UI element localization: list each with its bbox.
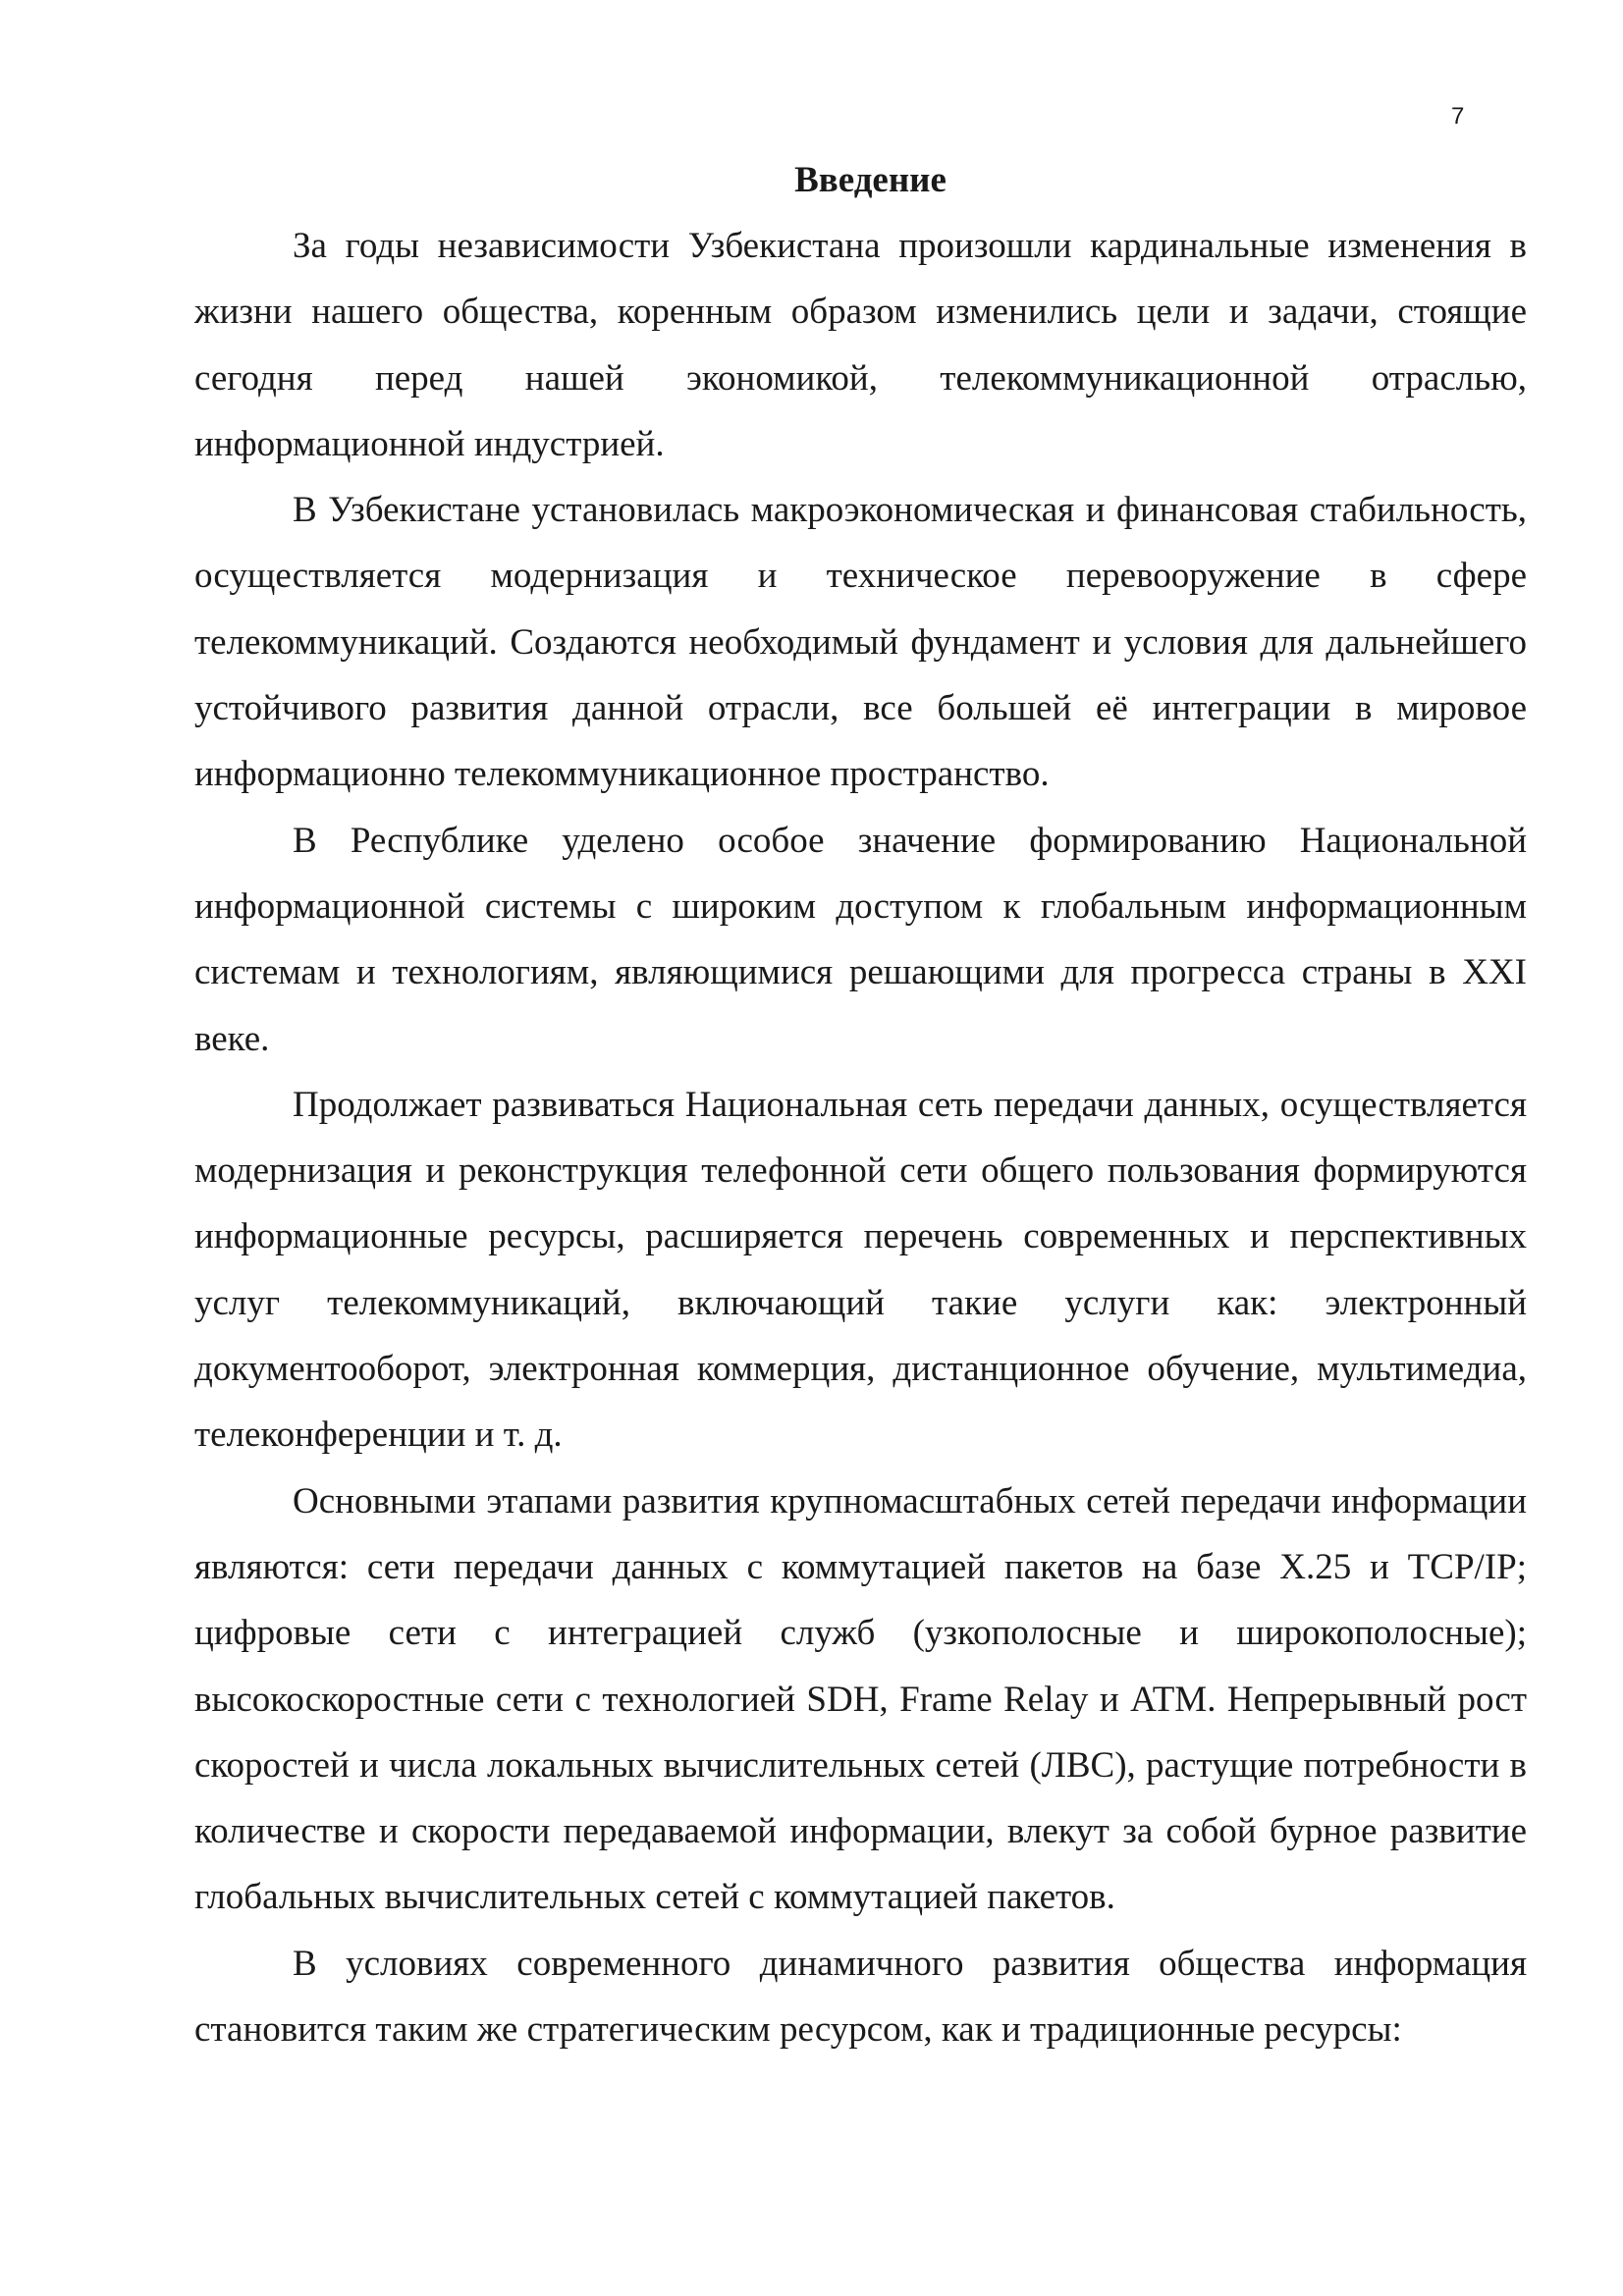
document-body: [194, 147, 1527, 2062]
paragraph-national-system: В Республике уделено особое значение формированию Национальной информационной системы с широким доступом к глобальным информационным системам и технологиям, являющимися решающими для прогресса страны в XXI веке.: [194, 820, 1527, 1059]
document-title: Введение: [794, 160, 947, 200]
paragraph-network-stages: Основными этапами развития крупномасштабных сетей передачи информации являются: сети передачи данных с коммутацией пакетов на базе X.25 и TCP/IP; цифровые сети с интеграцией служб (узкополосные и широкополосные); высокоскоростные сети с технологией SDH, Frame Relay и ATM. Непрерывный рост скоростей и числа локальных вычислительных сетей (ЛВС), растущие потребности в количестве и скорости передаваемой информации, влекут за собой бурное развитие глобальных вычислительных сетей с коммутацией пакетов.: [194, 1480, 1527, 1918]
page-number: 7: [1451, 103, 1465, 130]
paragraph-data-network: Продолжает развиваться Национальная сеть передачи данных, осуществляется модернизация и реконструкция телефонной сети общего пользования формируются информационные ресурсы, расширяется перечень современных и перспективных услуг телекоммуникаций, включающий такие услуги как: электронный документооборот, электронная коммерция, дистанционное обучение, мультимедиа, телеконференции и т. д.: [194, 1084, 1527, 1456]
paragraph-independence: За годы независимости Узбекистана произошли кардинальные изменения в жизни нашего общества, коренным образом изменились цели и задачи, стоящие сегодня перед нашей экономикой, телекоммуникационной отраслью, информационной индустрией.: [194, 226, 1527, 464]
paragraph-information-resource: В условиях современного динамичного развития общества информация становится таким же стратегическим ресурсом, как и традиционные ресурсы:: [194, 1943, 1527, 2051]
paragraph-stability: В Узбекистане установилась макроэкономическая и финансовая стабильность, осуществляется модернизация и техническое перевооружение в сфере телекоммуникаций. Создаются необходимый фундамент и условия для дальнейшего устойчивого развития данной отрасли, все большей её интеграции в мировое информационно телекоммуникационное пространство.: [194, 490, 1527, 795]
